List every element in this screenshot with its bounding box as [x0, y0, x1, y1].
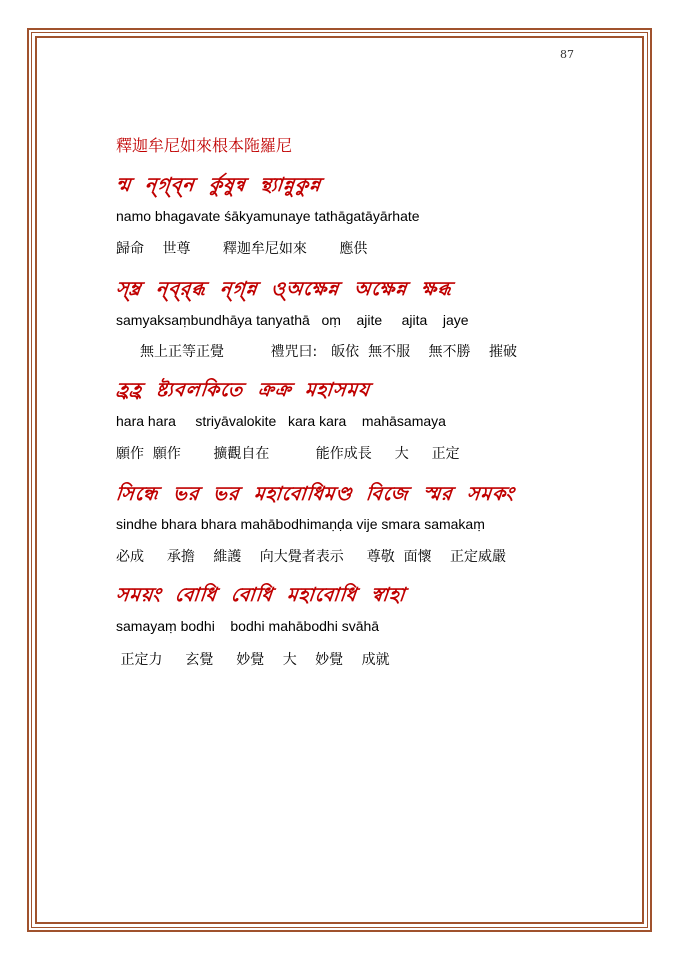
siddham-word: মহাসময: [304, 379, 372, 401]
siddham-word: বোধি: [230, 584, 275, 606]
romanization-line-5: samayaṃ bodhi bodhi mahābodhi svāhā: [116, 618, 380, 634]
siddham-word: অক্ষেন্ন: [352, 278, 409, 300]
siddham-word: ৰ্কুষুন্ব: [208, 174, 248, 196]
translation-line-5: 正定力 玄覺 妙覺 大 妙覺 成就: [116, 652, 390, 668]
translation-line-3: 願作 願作 擴觀自在 能作成長 大 正定: [116, 446, 460, 462]
siddham-word: ষ্ট্যবলকিতে: [155, 379, 245, 401]
translation-line-2: 無上正等正覺 禮咒曰: 皈依 無不服 無不勝 摧破: [140, 344, 517, 360]
romanization-line-1: namo bhagavate śākyamunaye tathāgatāyārhate: [116, 208, 420, 224]
siddham-line-5: [116, 582, 420, 608]
siddham-word: ভর: [212, 483, 242, 505]
romanization-line-3: hara hara striyāvalokite kara kara mahāsamaya: [116, 413, 446, 429]
page-border-inner: [35, 36, 644, 924]
siddham-word: ন্গ্ন্ন: [218, 278, 259, 300]
siddham-word: ন্ব্র্ব্ধ: [154, 278, 207, 300]
romanization-line-2: samyaksaṃbundhāya tanyathā oṃ ajite ajita jaye: [116, 312, 469, 328]
siddham-line-4: [116, 481, 528, 507]
siddham-word: ন্থ্যান্নুকুন্ন: [258, 174, 323, 196]
siddham-word: সময়ং: [114, 584, 163, 606]
romanization-line-4: sindhe bhara bhara mahābodhimaṇḍa vije smara samakaṃ: [116, 516, 485, 532]
siddham-word: বিজে: [365, 483, 411, 505]
siddham-word: বোধি: [174, 584, 219, 606]
siddham-word: ক্ষব্ধ: [420, 278, 454, 300]
siddham-word: ন্ম: [114, 174, 133, 196]
page-number: 87: [560, 48, 574, 61]
siddham-word: ন্গ্ব্ন: [144, 174, 197, 196]
siddham-word: হ্রহ্র: [114, 379, 144, 401]
translation-line-4: 必成 承擔 維護 向大覺者表示 尊敬 面懷 正定威嚴: [116, 549, 507, 565]
siddham-word: স্ম্ব্র: [114, 278, 143, 300]
document-title: 釋迦牟尼如來根本陁羅尼: [116, 136, 293, 155]
siddham-word: ক্রক্র: [256, 379, 293, 401]
siddham-word: মহাবোধি: [286, 584, 359, 606]
siddham-word: সমকং: [465, 483, 516, 505]
translation-line-1: 歸命 世尊 釋迦牟尼如來 應供: [116, 241, 368, 257]
siddham-word: স্মর: [421, 483, 454, 505]
siddham-word: ও্অক্ষেন্ন: [270, 278, 341, 300]
siddham-word: মহাবোধিমণ্ড: [252, 483, 354, 505]
siddham-line-2: [116, 276, 466, 302]
siddham-line-3: [116, 377, 385, 403]
siddham-word: স্বাহা: [369, 584, 407, 606]
siddham-word: সিন্ধে: [114, 483, 160, 505]
siddham-word: ভর: [171, 483, 201, 505]
siddham-line-1: [116, 172, 335, 198]
